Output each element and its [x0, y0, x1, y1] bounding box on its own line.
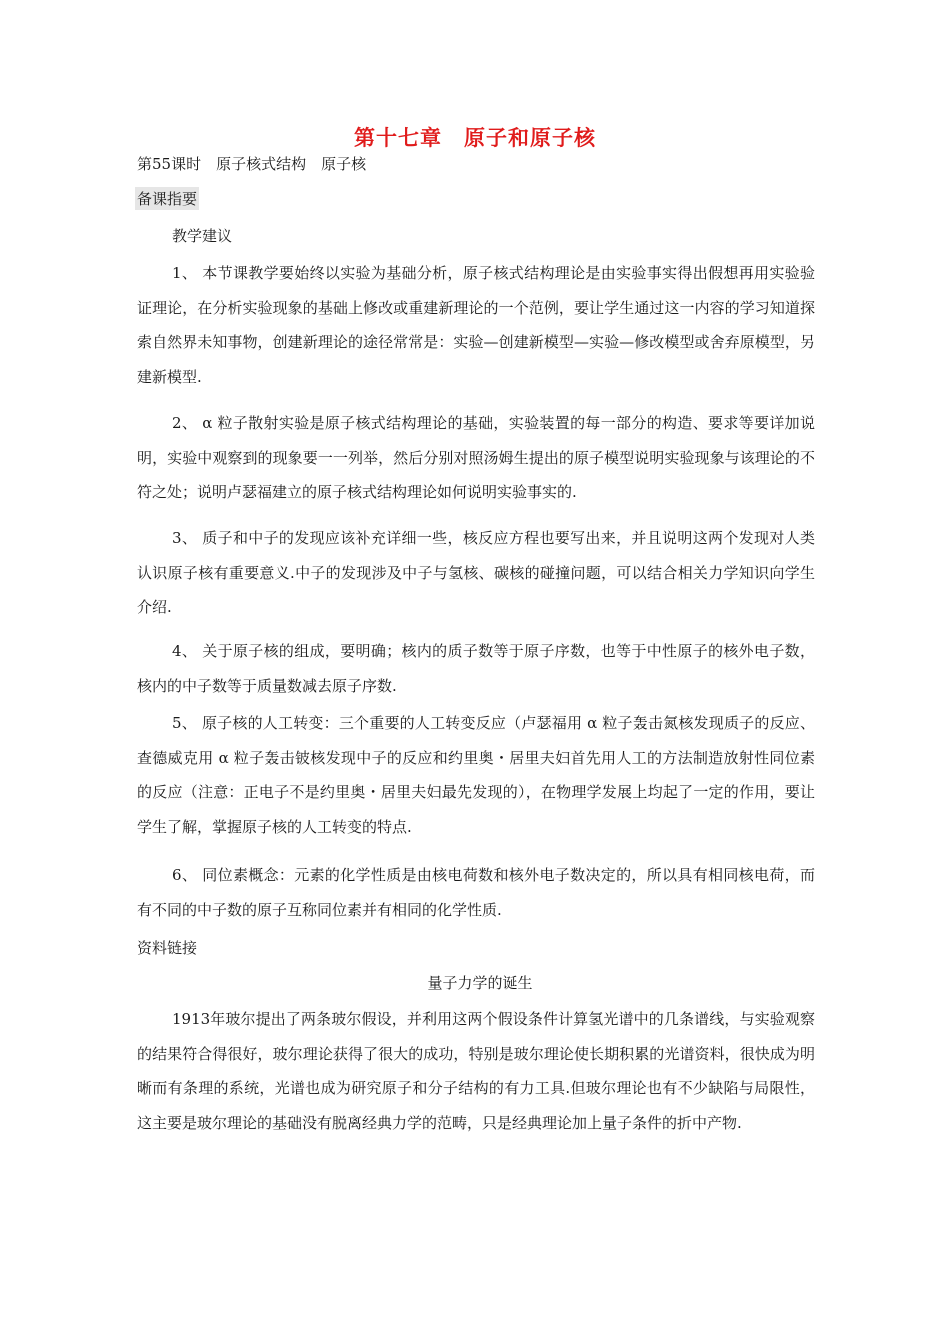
chapter-title: 第十七章 原子和原子核 — [354, 125, 596, 150]
article-title-text: 量子力学的诞生 — [427, 974, 533, 992]
lesson-heading: 第55课时 原子核式结构 原子核 — [137, 155, 367, 173]
paragraph-2: 2、 α 粒子散射实验是原子核式结构理论的基础，实验装置的每一部分的构造、要求等要详加说明，实验中观察到的现象要一一列举，然后分别对照汤姆生提出的原子模型说明实验现象与该理论的不符之处；说明卢瑟福建立的原子核式结构理论如何说明实验事实的. — [137, 414, 815, 501]
section-label: 备课指要 — [135, 187, 199, 210]
paragraph-4: 4、 关于原子核的组成，要明确；核内的质子数等于原子序数，也等于中性原子的核外电子数，核内的中子数等于质量数减去原子序数. — [137, 642, 815, 695]
article-title — [0, 972, 950, 993]
paragraph-3: 3、 质子和中子的发现应该补充详细一些，核反应方程也要写出来，并且说明这两个发现对人类认识原子核有重要意义.中子的发现涉及中子与氢核、碳核的碰撞问题，可以结合相关力学知识向学生介绍. — [137, 529, 815, 616]
links-label: 资料链接 — [137, 939, 198, 957]
paragraph-6: 6、 同位素概念：元素的化学性质是由核电荷数和核外电子数决定的，所以具有相同核电荷，而有不同的中子数的原子互称同位素并有相同的化学性质. — [137, 866, 815, 919]
teaching-heading: 教学建议 — [172, 227, 233, 245]
paragraph-5: 5、 原子核的人工转变：三个重要的人工转变反应（卢瑟福用 α 粒子轰击氮核发现质子的反应、查德威克用 α 粒子轰击铍核发现中子的反应和约里奥・居里夫妇首先用人工的方法制造放射性同位素的反应（注意：正电子不是约里奥・居里夫妇最先发现的），在物理学发展上均起了一定的作用，要让学生了解，掌握原子核的人工转变的特点. — [137, 714, 815, 836]
article-paragraph: 1913年玻尔提出了两条玻尔假设，并利用这两个假设条件计算氢光谱中的几条谱线，与实验观察的结果符合得很好，玻尔理论获得了很大的成功，特别是玻尔理论使长期积累的光谱资料，很快成为明晰而有条理的系统，光谱也成为研究原子和分子结构的有力工具.但玻尔理论也有不少缺陷与局限性，这主要是玻尔理论的基础没有脱离经典力学的范畴，只是经典理论加上量子条件的折中产物. — [137, 1010, 815, 1132]
paragraph-1: 1、 本节课教学要始终以实验为基础分析，原子核式结构理论是由实验事实得出假想再用实验验证理论，在分析实验现象的基础上修改或重建新理论的一个范例，要让学生通过这一内容的学习知道探索自然界未知事物，创建新理论的途径常常是：实验—创建新模型—实验—修改模型或舍弃原模型，另建新模型. — [137, 264, 815, 386]
